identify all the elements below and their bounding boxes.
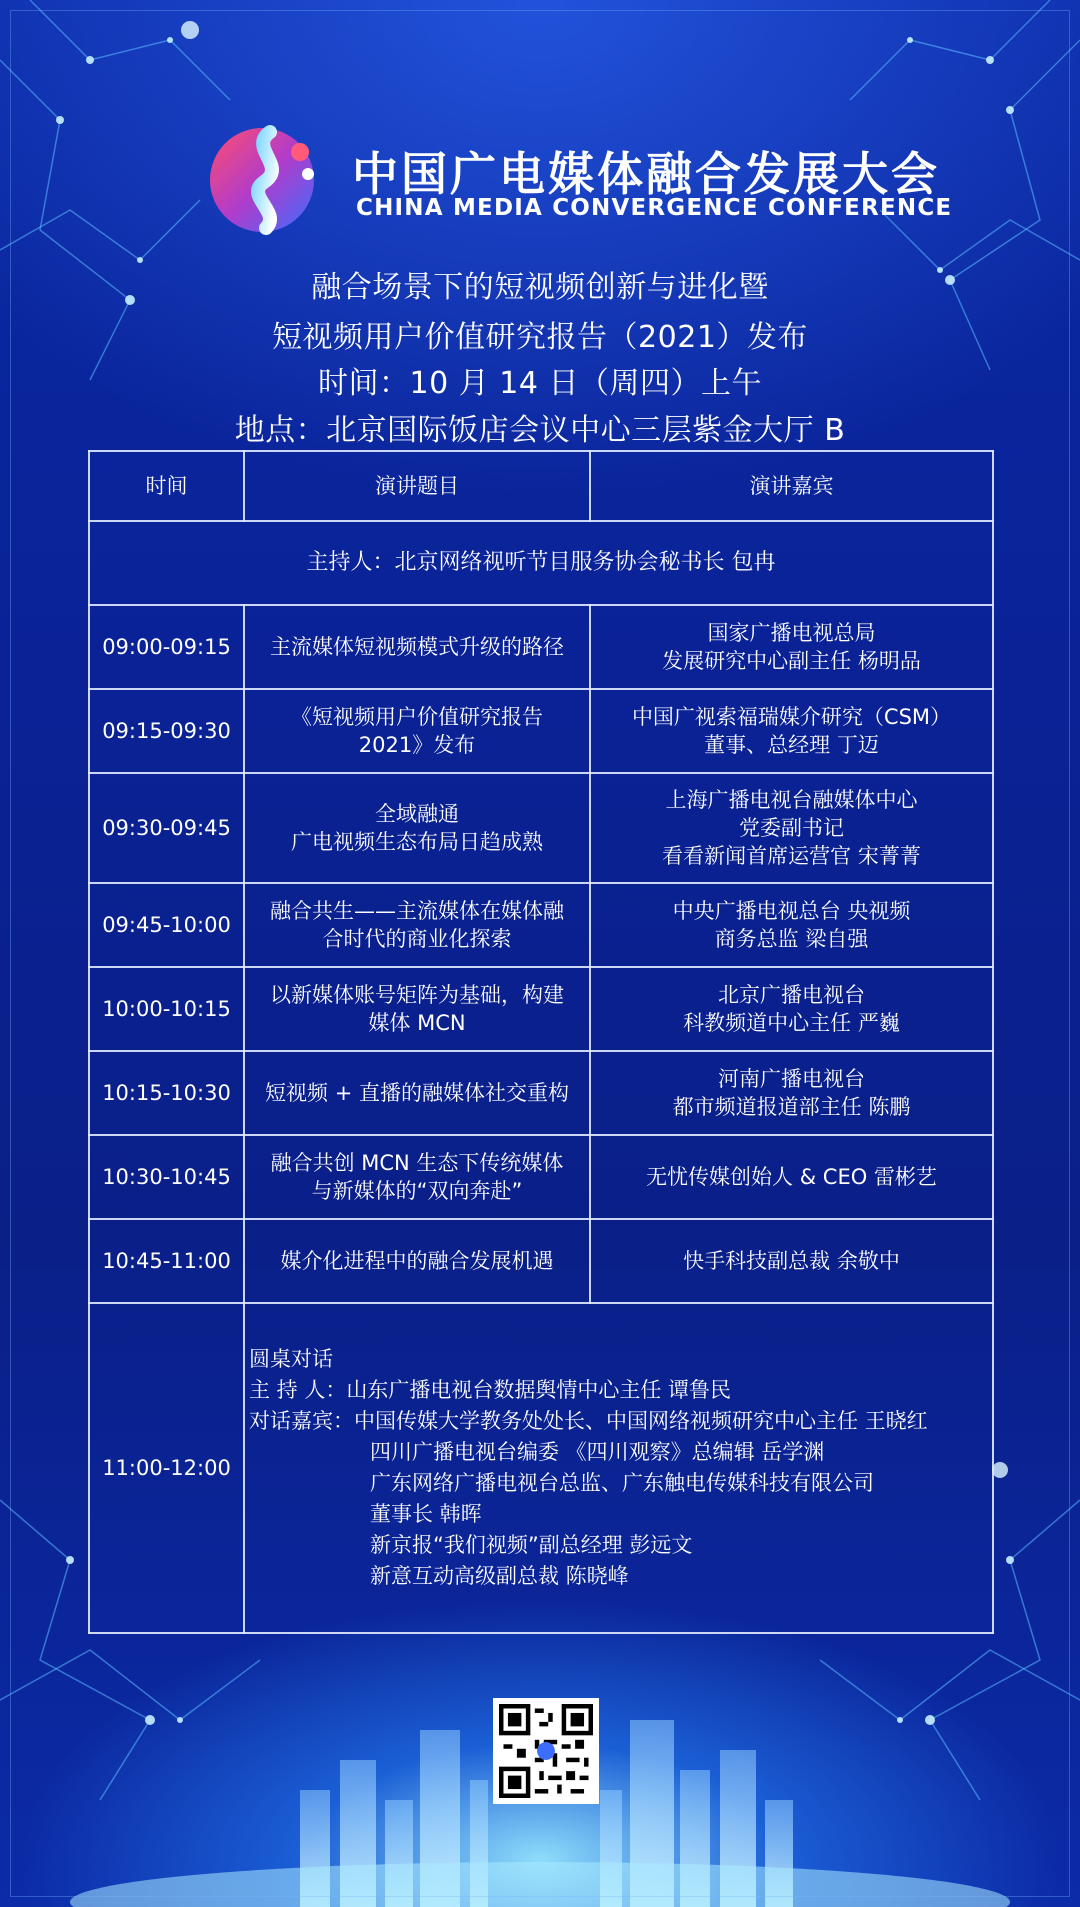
row-speaker-line: 中央广播电视总台 央视频 xyxy=(672,899,911,923)
roundtable-guest: 四川广播电视台编委 《四川观察》总编辑 岳学渊 xyxy=(370,1440,825,1464)
roundtable-time: 11:00-12:00 xyxy=(89,1303,244,1633)
row-speaker-line: 党委副书记 xyxy=(739,816,844,840)
organizer-name-cn: 中国广电媒体融合发展大会 xyxy=(352,147,940,201)
row-speaker-line: 中国广视索福瑞媒介研究（CSM） xyxy=(631,705,952,729)
roundtable-row xyxy=(89,1303,993,1633)
agenda-row xyxy=(89,773,993,883)
row-topic-line: 以新媒体账号矩阵为基础，构建 xyxy=(270,983,564,1007)
row-topic xyxy=(244,883,590,967)
row-topic-line: 媒介化进程中的融合发展机遇 xyxy=(280,1249,554,1273)
row-speaker-line: 北京广播电视台 xyxy=(718,983,865,1007)
row-topic-line: 短视频 + 直播的融媒体社交重构 xyxy=(265,1081,569,1105)
host-cell: 主持人：北京网络视听节目服务协会秘书长 包冉 xyxy=(89,521,993,605)
conference-logo-icon xyxy=(208,118,326,236)
row-speaker xyxy=(590,1135,993,1219)
event-title-line2: 短视频用户价值研究报告（2021）发布 xyxy=(272,320,808,355)
row-speaker xyxy=(590,967,993,1051)
host-row xyxy=(89,521,993,605)
row-speaker-line: 商务总监 梁自强 xyxy=(714,927,869,951)
row-speaker-line: 上海广播电视台融媒体中心 xyxy=(665,788,918,812)
row-topic xyxy=(244,1135,590,1219)
row-time: 09:00-09:15 xyxy=(89,605,244,689)
row-topic-line: 《短视频用户价值研究报告 xyxy=(291,705,543,729)
organizer-name-en: CHINA MEDIA CONVERGENCE CONFERENCE xyxy=(356,195,953,221)
row-topic-line: 与新媒体的“双向奔赴” xyxy=(311,1179,523,1203)
roundtable-guest: 新意互动高级副总裁 陈晓峰 xyxy=(370,1564,629,1588)
row-topic xyxy=(244,1051,590,1135)
row-speaker xyxy=(590,773,993,883)
row-speaker xyxy=(590,1219,993,1303)
agenda-row xyxy=(89,1135,993,1219)
roundtable-host: 主 持 人：山东广播电视台数据舆情中心主任 谭鲁民 xyxy=(249,1378,732,1402)
header-speaker: 演讲嘉宾 xyxy=(590,451,993,521)
row-time: 10:15-10:30 xyxy=(89,1051,244,1135)
row-topic-line: 主流媒体短视频模式升级的路径 xyxy=(270,635,564,659)
roundtable-guest-first: 对话嘉宾：中国传媒大学教务处处长、中国网络视频研究中心主任 王晓红 xyxy=(249,1409,928,1433)
row-speaker-line: 董事、总经理 丁迈 xyxy=(704,733,879,757)
row-speaker-line: 河南广播电视台 xyxy=(718,1067,865,1091)
agenda-row xyxy=(89,1051,993,1135)
row-topic-line: 全域融通 xyxy=(375,802,459,826)
row-topic xyxy=(244,773,590,883)
row-speaker xyxy=(590,883,993,967)
row-speaker xyxy=(590,1051,993,1135)
row-topic-line: 融合共创 MCN 生态下传统媒体 xyxy=(270,1151,564,1175)
row-speaker-line: 快手科技副总裁 余敬中 xyxy=(683,1249,900,1273)
roundtable-details xyxy=(244,1303,993,1633)
row-speaker xyxy=(590,689,993,773)
roundtable-guest: 新京报“我们视频”副总经理 彭远文 xyxy=(370,1533,693,1557)
row-topic-line: 媒体 MCN xyxy=(368,1011,466,1035)
row-speaker-line: 科教频道中心主任 严巍 xyxy=(683,1011,900,1035)
row-time: 09:30-09:45 xyxy=(89,773,244,883)
roundtable-title: 圆桌对话 xyxy=(249,1347,333,1371)
agenda-row xyxy=(89,689,993,773)
row-topic-line: 合时代的商业化探索 xyxy=(322,927,512,951)
row-speaker-line: 无忧传媒创始人 & CEO 雷彬艺 xyxy=(646,1165,937,1189)
qr-code-icon xyxy=(499,1704,593,1798)
row-topic xyxy=(244,967,590,1051)
row-time: 10:00-10:15 xyxy=(89,967,244,1051)
agenda-row xyxy=(89,967,993,1051)
row-speaker-line: 发展研究中心副主任 杨明品 xyxy=(662,649,921,673)
row-speaker-line: 国家广播电视总局 xyxy=(707,621,876,645)
qr-code xyxy=(493,1698,599,1804)
event-time: 时间：10 月 14 日（周四）上午 xyxy=(318,366,762,401)
agenda-header-row xyxy=(89,451,993,521)
roundtable-guest: 董事长 韩晖 xyxy=(370,1502,482,1526)
agenda-row xyxy=(89,605,993,689)
row-topic xyxy=(244,1219,590,1303)
agenda-row xyxy=(89,883,993,967)
row-time: 10:30-10:45 xyxy=(89,1135,244,1219)
row-topic xyxy=(244,605,590,689)
row-time: 09:45-10:00 xyxy=(89,883,244,967)
agenda-row xyxy=(89,1219,993,1303)
row-topic-line: 广电视频生态布局日趋成熟 xyxy=(291,830,543,854)
event-place: 地点：北京国际饭店会议中心三层紫金大厅 B xyxy=(234,413,846,448)
row-topic-line: 融合共生——主流媒体在媒体融 xyxy=(270,899,564,923)
header-topic: 演讲题目 xyxy=(244,451,590,521)
row-topic-line: 2021》发布 xyxy=(358,733,476,757)
row-topic xyxy=(244,689,590,773)
row-time: 10:45-11:00 xyxy=(89,1219,244,1303)
row-speaker-line: 都市频道报道部主任 陈鹏 xyxy=(672,1095,911,1119)
agenda-table xyxy=(88,450,994,1634)
roundtable-guest: 广东网络广播电视台总监、广东触电传媒科技有限公司 xyxy=(370,1471,874,1495)
header-time: 时间 xyxy=(89,451,244,521)
row-time: 09:15-09:30 xyxy=(89,689,244,773)
row-speaker xyxy=(590,605,993,689)
row-speaker-line: 看看新闻首席运营官 宋菁菁 xyxy=(662,844,921,868)
event-title-line1: 融合场景下的短视频创新与进化暨 xyxy=(311,270,769,305)
